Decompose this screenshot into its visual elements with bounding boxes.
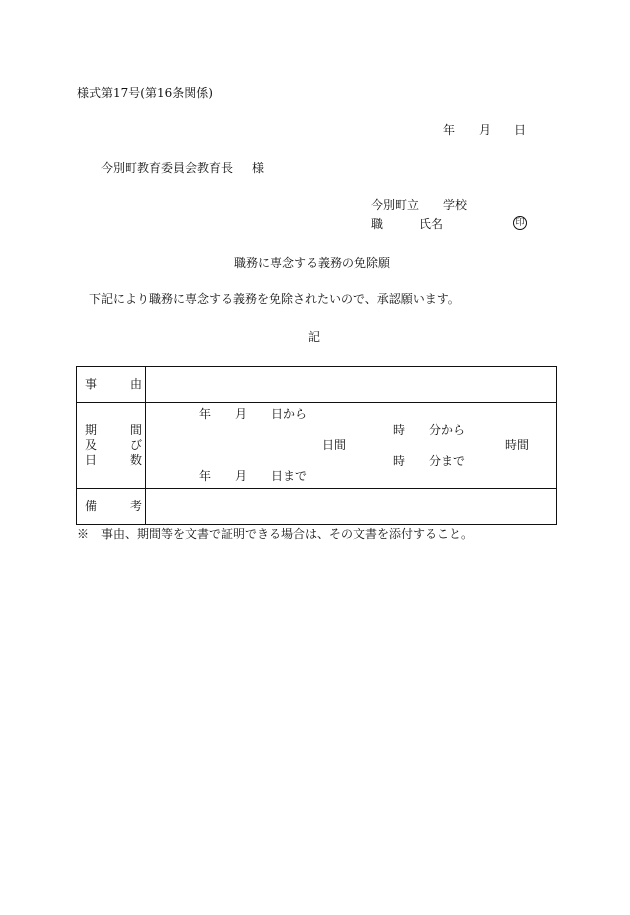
form-number: 様式第17号(第16条関係)	[77, 86, 213, 100]
end-minute: 分まで	[429, 454, 466, 468]
end-hour: 時	[393, 454, 406, 468]
remarks-label-cell	[77, 489, 146, 525]
end-month: 月	[235, 469, 248, 483]
date-month-label: 月	[479, 123, 492, 137]
period-label-2a: 及	[85, 438, 98, 452]
start-month: 月	[235, 407, 248, 421]
reason-value-cell[interactable]	[146, 367, 557, 403]
start-year: 年	[199, 407, 212, 421]
period-value-cell[interactable]	[146, 403, 557, 489]
period-label-3b: 数	[130, 453, 143, 467]
ki-label: 記	[308, 330, 321, 344]
start-hour: 時	[393, 423, 406, 437]
name-label: 氏名	[419, 217, 444, 231]
seal-mark: 印	[513, 216, 527, 230]
remarks-label-1: 備	[85, 499, 98, 513]
addressee-honorific: 様	[252, 161, 265, 175]
remarks-label-2: 考	[130, 499, 143, 513]
period-label-cell	[77, 403, 146, 489]
period-label-3a: 日	[85, 453, 98, 467]
reason-label-1: 事	[85, 377, 98, 391]
total-days: 日間	[322, 438, 347, 452]
period-label-1b: 間	[130, 423, 143, 437]
attachment-note: ※ 事由、期間等を文書で証明できる場合は、その文書を添付すること。	[77, 527, 474, 541]
end-day: 日まで	[271, 469, 308, 483]
period-row	[77, 403, 557, 489]
period-label-2b: び	[130, 438, 143, 452]
addressee-name: 今別町教育委員会教育長	[101, 161, 234, 175]
date-year-label: 年	[443, 123, 456, 137]
reason-row	[77, 367, 557, 403]
application-table	[76, 366, 557, 525]
start-day: 日から	[271, 407, 308, 421]
position-label: 職	[371, 217, 384, 231]
end-year: 年	[199, 469, 212, 483]
remarks-row	[77, 489, 557, 525]
start-minute: 分から	[429, 423, 466, 437]
period-label-1a: 期	[85, 423, 98, 437]
school-suffix: 学校	[443, 198, 468, 212]
reason-label-2: 由	[130, 377, 143, 391]
total-hours: 時間	[505, 438, 530, 452]
body-text: 下記により職務に専念する義務を免除されたいので、承認願います。	[89, 292, 460, 306]
school-prefix: 今別町立	[371, 198, 420, 212]
remarks-value-cell[interactable]	[146, 489, 557, 525]
reason-label-cell	[77, 367, 146, 403]
date-day-label: 日	[514, 123, 527, 137]
document-title: 職務に専念する義務の免除願	[234, 256, 391, 270]
